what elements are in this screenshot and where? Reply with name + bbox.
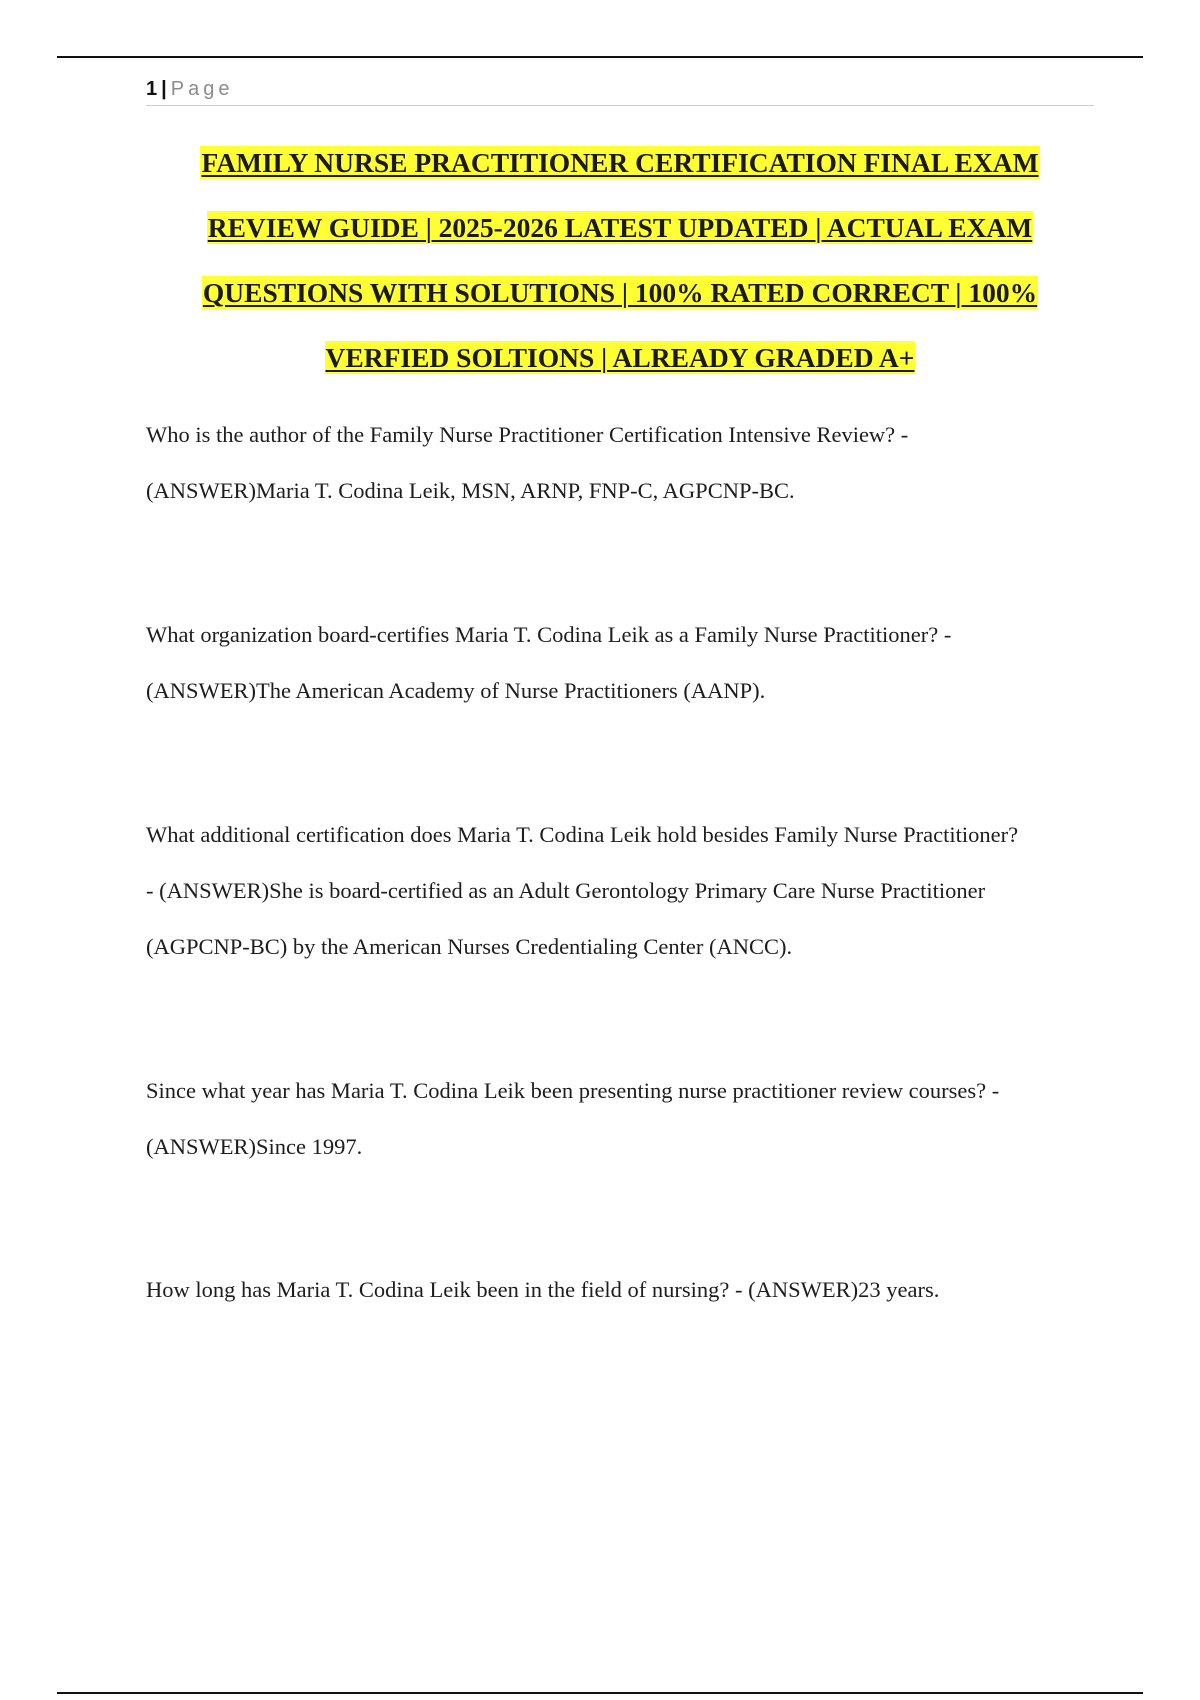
question-answer-item — [146, 807, 1096, 975]
title-line — [146, 333, 1094, 398]
question-answer-item — [146, 407, 1096, 519]
qa-line: (ANSWER)The American Academy of Nurse Practitioners (AANP). — [146, 678, 766, 703]
page-separator: | — [161, 78, 167, 100]
bottom-rule — [57, 1692, 1143, 1694]
qa-line: What additional certification does Maria T. Codina Leik hold besides Family Nurse Practitioner? — [146, 822, 1019, 847]
title-line-text: VERFIED SOLTIONS | ALREADY GRADED A+ — [325, 342, 915, 373]
qa-line: How long has Maria T. Codina Leik been in the field of nursing? - (ANSWER)23 years. — [146, 1277, 940, 1302]
qa-line: - (ANSWER)She is board-certified as an Adult Gerontology Primary Care Nurse Practitioner — [146, 878, 986, 903]
title-line — [146, 203, 1094, 268]
qa-line: (ANSWER)Maria T. Codina Leik, MSN, ARNP, FNP-C, AGPCNP-BC. — [146, 478, 795, 503]
question-answer-item — [146, 1262, 1096, 1318]
title-line-text: FAMILY NURSE PRACTITIONER CERTIFICATION FINAL EXAM — [201, 147, 1039, 178]
qa-line: (ANSWER)Since 1997. — [146, 1134, 363, 1159]
qa-line: Who is the author of the Family Nurse Practitioner Certification Intensive Review? - — [146, 422, 909, 447]
page-number: 1 — [146, 78, 158, 100]
title-line-text: REVIEW GUIDE | 2025-2026 LATEST UPDATED | ACTUAL EXAM — [207, 212, 1033, 243]
qa-line: (AGPCNP-BC) by the American Nurses Credentialing Center (ANCC). — [146, 934, 793, 959]
title-line-text: QUESTIONS WITH SOLUTIONS | 100% RATED CORRECT | 100% — [202, 277, 1038, 308]
page-header — [146, 72, 1094, 106]
question-answer-item — [146, 607, 1096, 719]
page-label: Page — [170, 78, 234, 100]
title-line — [146, 138, 1094, 203]
qa-line: Since what year has Maria T. Codina Leik been presenting nurse practitioner review courses? - — [146, 1078, 1000, 1103]
top-rule — [57, 56, 1143, 58]
document-title — [146, 138, 1094, 398]
qa-line: What organization board-certifies Maria T. Codina Leik as a Family Nurse Practitioner? - — [146, 622, 952, 647]
question-answer-item — [146, 1063, 1096, 1175]
title-line — [146, 268, 1094, 333]
